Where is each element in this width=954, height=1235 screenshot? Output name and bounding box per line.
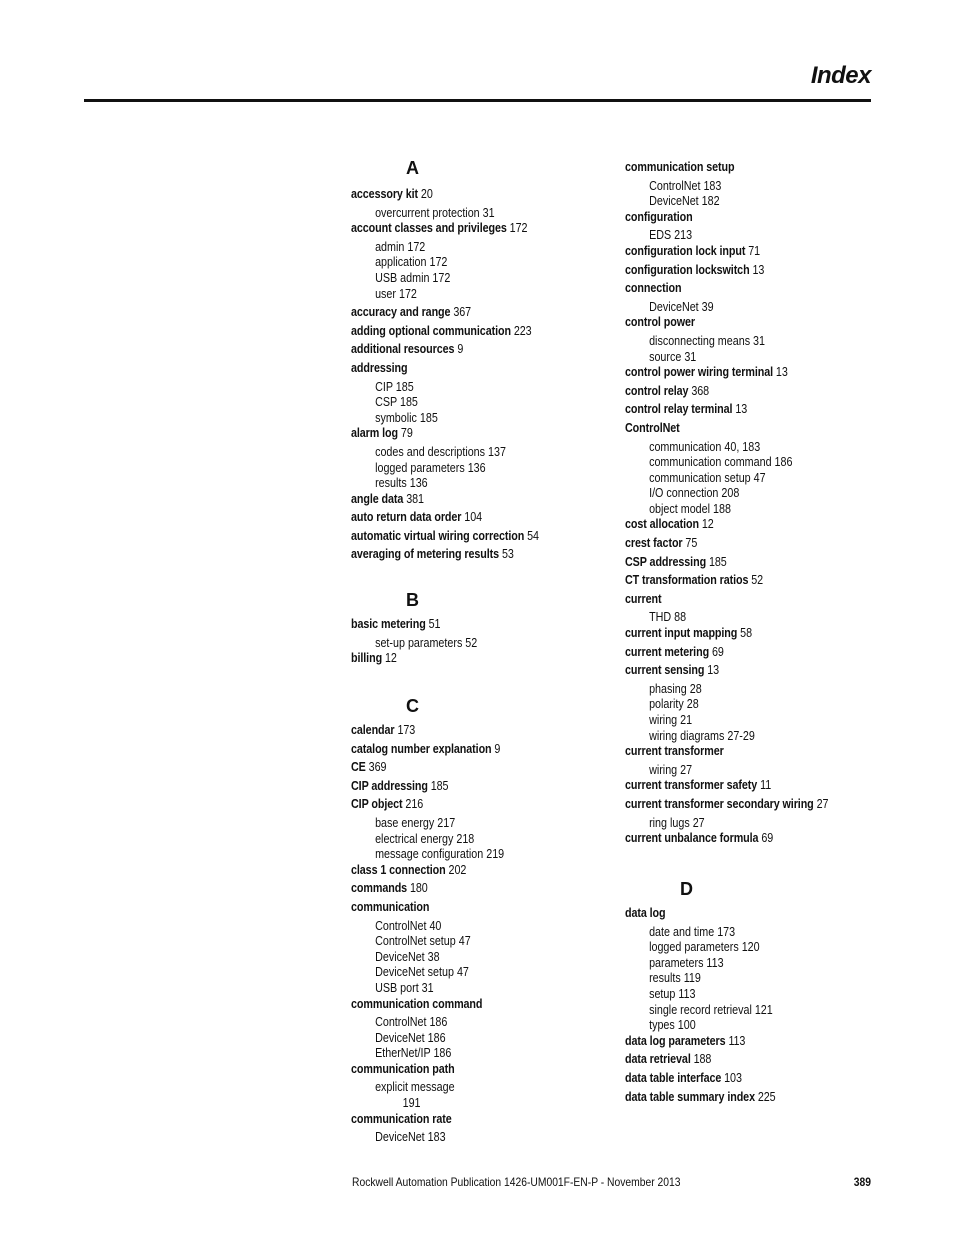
index-entry: current metering 69 (625, 644, 724, 659)
index-subentry: electrical energy 218 (375, 831, 475, 846)
index-subentry: I/O connection 208 (649, 486, 740, 501)
index-subentry: DeviceNet 38 (375, 949, 440, 964)
index-entry: communication path explicit message 191 (351, 1062, 529, 1112)
index-subentry: ControlNet setup 47 (375, 934, 471, 949)
index-subentry: CSP 185 (375, 395, 418, 410)
index-subentry: source 31 (649, 349, 697, 364)
header-rule (84, 99, 871, 102)
section-letter-d: D (680, 879, 693, 899)
index-entry: communication ControlNet 40 ControlNet setup 47 DeviceNet 38 DeviceNet setup 47 USB port 31 (351, 900, 529, 997)
index-subentry: wiring 21 (649, 713, 693, 727)
index-entry: control power wiring terminal 13 (625, 365, 788, 380)
index-entry: configuration lock input 71 (625, 243, 761, 258)
index-entry: class 1 connection 202 (351, 862, 467, 877)
index-subentry: logged parameters 120 (649, 940, 760, 955)
index-subentry: setup 113 (649, 986, 696, 1001)
index-entry: angle data 381 (351, 491, 424, 506)
page-number: 389 (853, 1175, 871, 1189)
index-subentry: phasing 28 (649, 681, 702, 696)
index-entry: accuracy and range 367 (351, 305, 472, 320)
index-subentry: ControlNet 183 (649, 178, 722, 193)
index-entry: CE 369 (351, 760, 387, 775)
index-section-c-continued (625, 160, 861, 847)
index-subentry: communication setup 47 (649, 470, 766, 485)
index-entry: auto return data order 104 (351, 510, 482, 525)
index-subentry: single record retrieval 121 (649, 1002, 773, 1017)
index-entry: current transformer secondary wiring 27 ring lugs 27 (625, 796, 829, 830)
index-entry: data retrieval 188 (625, 1052, 712, 1067)
index-entry: adding optional communication 223 (351, 323, 532, 338)
index-entry: accessory kit 20 overcurrent protection 31 (351, 187, 570, 221)
index-subentry: USB admin 172 (375, 270, 451, 285)
index-subentry: message configuration 219 (375, 847, 505, 862)
index-subentry: application 172 (375, 255, 448, 270)
index-subentry: base energy 217 (375, 815, 456, 830)
index-subentry: EtherNet/IP 186 (375, 1046, 452, 1061)
index-entry: communication command ControlNet 186 DeviceNet 186 EtherNet/IP 186 (351, 997, 529, 1062)
index-subentry: 191 (402, 1096, 421, 1111)
index-subentry: DeviceNet 186 (375, 1030, 446, 1045)
index-entry: data log date and time 173 logged parameters 120 parameters 113 results 119 setup 113 single record retrieval 121 types 100 (625, 906, 800, 1034)
index-entry: current transformer safety 11 (625, 778, 772, 793)
index-entry: data log parameters 113 (625, 1033, 746, 1048)
index-entry: billing 12 (351, 651, 397, 666)
index-section-a (351, 187, 570, 563)
index-subentry: ring lugs 27 (649, 815, 705, 830)
index-subentry: communication 40, 183 (649, 439, 761, 454)
index-entry: data table summary index 225 (625, 1089, 776, 1104)
index-subentry: admin 172 (375, 239, 426, 254)
index-entry: addressing CIP 185 CSP 185 symbolic 185 (351, 361, 570, 426)
index-entry: connection DeviceNet 39 (625, 281, 861, 315)
page-title: Index (810, 62, 871, 89)
index-subentry: symbolic 185 (375, 410, 438, 425)
section-letter-c: C (406, 696, 419, 716)
index-subentry: user 172 (375, 286, 417, 301)
index-subentry: logged parameters 136 (375, 460, 486, 475)
index-subentry: ControlNet 186 (375, 1015, 448, 1030)
index-subentry: codes and descriptions 137 (375, 444, 506, 459)
index-entry: CSP addressing 185 (625, 554, 727, 569)
index-entry: catalog number explanation 9 (351, 741, 501, 756)
index-entry: current unbalance formula 69 (625, 831, 774, 846)
index-entry: current input mapping 58 (625, 626, 752, 641)
index-entry: configuration EDS 213 (625, 210, 861, 244)
index-entry: configuration lockswitch 13 (625, 262, 765, 277)
index-entry: CT transformation ratios 52 (625, 573, 764, 588)
index-subentry: types 100 (649, 1018, 696, 1033)
index-entry: control power disconnecting means 31 source 31 (625, 315, 861, 365)
index-subentry: EDS 213 (649, 228, 693, 243)
index-subentry: DeviceNet 39 (649, 299, 714, 314)
index-entry: account classes and privileges 172 admin 172 application 172 USB admin 172 user 172 (351, 221, 570, 302)
index-entry: control relay 368 (625, 383, 709, 398)
index-subentry: set-up parameters 52 (375, 635, 478, 650)
index-subentry: DeviceNet 183 (375, 1130, 446, 1145)
index-subentry: object model 188 (649, 501, 731, 516)
index-entry: current transformer wiring 27 (625, 744, 861, 778)
index-subentry: CIP 185 (375, 379, 414, 394)
index-entry: CIP object 216 base energy 217 electrical energy 218 message configuration 219 (351, 797, 505, 862)
index-entry: cost allocation 12 (625, 517, 714, 532)
index-subentry: results 136 (375, 476, 428, 491)
index-entry: communication setup ControlNet 183 DeviceNet 182 (625, 160, 861, 210)
index-subentry: results 119 (649, 971, 701, 986)
index-entry: current sensing 13 phasing 28 polarity 28 wiring 21 wiring diagrams 27-29 (625, 663, 861, 744)
section-letter-a: A (406, 158, 419, 178)
index-entry: automatic virtual wiring correction 54 (351, 528, 539, 543)
index-entry: ControlNet communication 40, 183 communication command 186 communication setup 47 I/O connection 208 object model 188 (625, 421, 861, 518)
index-subentry: wiring diagrams 27-29 (649, 728, 755, 743)
index-subentry: wiring 27 (649, 762, 693, 777)
index-subentry: parameters 113 (649, 955, 724, 970)
footer-publication: Rockwell Automation Publication 1426-UM001F-EN-P - November 2013 (352, 1175, 681, 1189)
index-subentry: disconnecting means 31 (649, 333, 766, 348)
index-entry: crest factor 75 (625, 536, 698, 551)
index-entry: current THD 88 (625, 592, 861, 626)
index-section-c (351, 723, 529, 1146)
index-subentry: DeviceNet 182 (649, 194, 720, 209)
index-subentry: overcurrent protection 31 (375, 205, 495, 220)
index-entry: commands 180 (351, 881, 428, 896)
index-entry: calendar 173 (351, 723, 416, 737)
index-entry: data table interface 103 (625, 1070, 742, 1085)
index-entry: alarm log 79 codes and descriptions 137 logged parameters 136 results 136 (351, 426, 570, 491)
index-subentry: USB port 31 (375, 980, 434, 995)
index-entry: averaging of metering results 53 (351, 547, 514, 562)
index-subentry: explicit message (375, 1080, 455, 1095)
index-entry: basic metering 51 set-up parameters 52 (351, 617, 478, 650)
section-letter-b: B (406, 590, 419, 610)
index-subentry: ControlNet 40 (375, 918, 442, 933)
index-subentry: communication command 186 (649, 455, 793, 470)
index-subentry: polarity 28 (649, 697, 699, 712)
index-subentry: DeviceNet setup 47 (375, 965, 469, 980)
index-entry: CIP addressing 185 (351, 778, 449, 793)
index-entry: communication rate DeviceNet 183 (351, 1112, 529, 1146)
index-entry: additional resources 9 (351, 342, 464, 357)
index-entry: control relay terminal 13 (625, 402, 748, 417)
index-subentry: date and time 173 (649, 924, 736, 939)
index-subentry: THD 88 (649, 610, 687, 625)
index-section-b (351, 617, 498, 667)
index-section-d (625, 906, 800, 1105)
